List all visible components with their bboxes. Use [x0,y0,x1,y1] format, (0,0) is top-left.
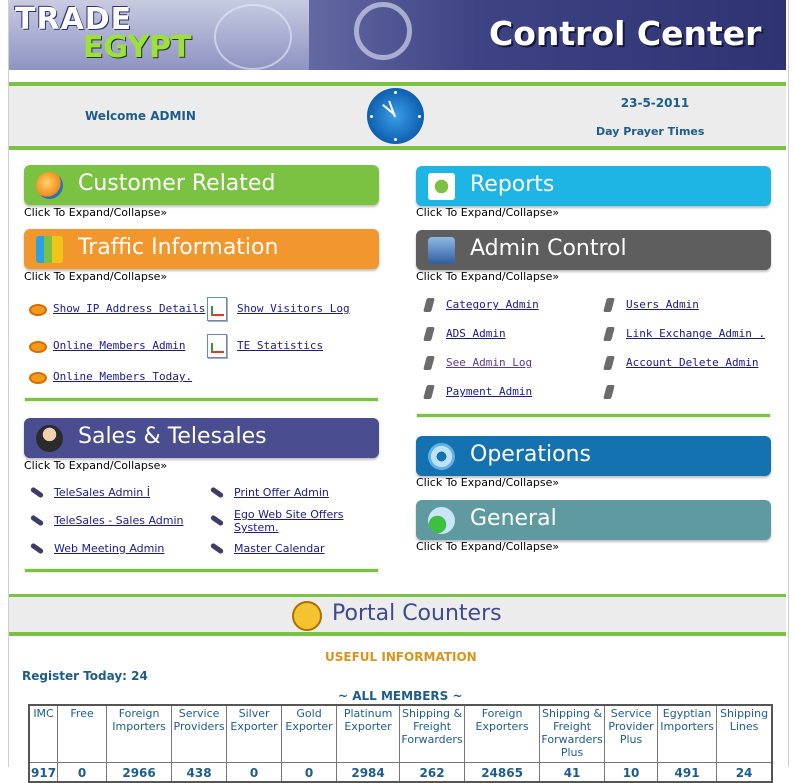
section-admin-control[interactable] [416,230,771,270]
link-ego-web-site-offers[interactable]: Ego Web Site Offers [234,508,344,521]
section-label: Operations [470,442,591,467]
logo-egypt: EGYPT [83,30,192,65]
count-cell: 491 [658,763,717,783]
count-cell: 24865 [465,763,540,783]
column-header [172,705,227,763]
count-cell: 10 [605,763,658,783]
database-icon [428,237,455,264]
register-today: Register Today: 24 [22,669,148,683]
link-users-admin[interactable]: Users Admin [626,298,699,311]
count-cell: 0 [227,763,282,783]
column-header-line: Free [70,707,94,720]
link-te-statistics[interactable]: TE Statistics [237,339,324,352]
link-show-ip-address[interactable]: Show IP Address Details [53,302,206,315]
divider [9,146,786,150]
section-customer-related[interactable] [24,165,379,205]
expand-toggle-admin[interactable]: Click To Expand/Collapse» [416,270,560,283]
expand-toggle-traffic[interactable]: Click To Expand/Collapse» [24,270,168,283]
section-separator [24,397,379,402]
divider [9,632,786,636]
section-label: Reports [470,172,555,197]
column-header [337,705,400,763]
column-header-line: Importers [112,720,166,733]
column-header [58,705,107,763]
section-label: Sales & Telesales [78,424,267,449]
expand-toggle-operations[interactable]: Click To Expand/Collapse» [416,476,560,489]
count-cell: 41 [540,763,605,783]
section-reports[interactable] [416,166,771,206]
expand-toggle-customer[interactable]: Click To Expand/Collapse» [24,206,168,219]
link-print-offer-admin[interactable]: Print Offer Admin [234,486,329,499]
count-cell: 2966 [107,763,172,783]
link-master-calendar[interactable]: Master Calendar [234,542,325,555]
column-header [282,705,337,763]
chart-icon [36,236,63,263]
column-header-line: Service [610,707,652,720]
section-sales-telesales[interactable] [24,418,379,458]
column-header-line: Foreign [481,707,523,720]
column-header-line: Provider [608,720,654,733]
column-header-line: Shipping & [402,707,463,720]
date-text: 23-5-2011 [620,96,690,110]
link-telesales-sales-admin[interactable]: TeleSales - Sales Admin [54,514,184,527]
table-row [29,763,772,783]
expand-toggle-reports[interactable]: Click To Expand/Collapse» [416,206,560,219]
link-online-members-today[interactable]: Online Members Today. [53,370,193,383]
count-cell: 917 [29,763,58,783]
portal-counters-title: Portal Counters [332,601,502,626]
logo-trade: TRADE [15,2,133,37]
report-icon [428,173,455,200]
link-telesales-admin[interactable]: TeleSales Admin İ [54,486,151,499]
expand-toggle-general[interactable]: Click To Expand/Collapse» [416,540,560,553]
column-header [465,705,540,763]
column-header-line: Exporters [475,720,529,733]
column-header-line: Plus [560,746,584,759]
column-header-line: Platinum [343,707,393,720]
column-header [400,705,465,763]
link-show-visitors-log[interactable]: Show Visitors Log [237,302,350,315]
report-icon [207,334,227,358]
section-label: Traffic Information [78,235,279,260]
column-header [717,705,773,763]
column-header [605,705,658,763]
column-header-line: Providers [173,720,225,733]
column-header-line: Egyptian [662,707,712,720]
expand-toggle-sales[interactable]: Click To Expand/Collapse» [24,459,168,472]
magnifier-icon [354,2,412,60]
prayer-times-link[interactable]: Day Prayer Times [596,125,705,138]
column-header-line: Foreign [118,707,160,720]
count-cell: 0 [58,763,107,783]
section-operations[interactable] [416,436,771,476]
column-header-line: Importers [660,720,714,733]
section-label: General [470,506,557,531]
column-header-line: Service [178,707,220,720]
globe-icon [214,4,292,70]
useful-information-heading: USEFUL INFORMATION [325,650,477,664]
column-header-line: Freight [553,720,592,733]
eye-icon [29,341,47,353]
column-header [29,705,58,763]
column-header-line: Gold [296,707,322,720]
column-header-line: IMC [33,707,54,720]
section-label: Admin Control [470,236,627,261]
link-ego-web-site-offers-line2[interactable]: System. [234,521,279,534]
link-link-exchange-admin[interactable]: Link Exchange Admin . [626,327,766,340]
alarm-clock-icon [292,601,322,631]
column-header-line: Exporter [285,720,333,733]
column-header [540,705,605,763]
clock-icon [367,88,424,144]
header-banner [9,0,786,70]
column-header-line: Exporter [230,720,278,733]
column-header-line: Forwarders [401,733,463,746]
link-account-delete-admin[interactable]: Account Delete Admin [626,356,759,369]
table-header-row [29,705,772,763]
settings-icon [428,507,455,534]
link-see-admin-log[interactable]: See Admin Log [446,356,533,369]
users-icon [36,172,63,199]
members-count-table [28,704,773,783]
eye-icon [29,304,47,316]
section-separator [24,568,379,573]
column-header-line: Shipping & [542,707,603,720]
count-cell: 2984 [337,763,400,783]
count-cell: 262 [400,763,465,783]
column-header-line: Freight [413,720,452,733]
column-header-line: Exporter [344,720,392,733]
column-header-line: Forwarders [541,733,603,746]
link-payment-admin[interactable]: Payment Admin [446,385,533,398]
section-separator [416,413,771,418]
link-ads-admin[interactable]: ADS Admin [446,327,506,340]
section-general[interactable] [416,500,771,540]
link-online-members-admin[interactable]: Online Members Admin [53,339,186,352]
count-cell: 24 [717,763,773,783]
column-header-line: Shipping [720,707,769,720]
count-cell: 438 [172,763,227,783]
link-web-meeting-admin[interactable]: Web Meeting Admin [54,542,165,555]
column-header [658,705,717,763]
column-header [107,705,172,763]
control-center-title: Control Center [489,14,762,53]
report-icon [207,297,227,321]
welcome-text: Welcome ADMIN [85,109,196,123]
section-label: Customer Related [78,171,276,196]
section-traffic-information[interactable] [24,229,379,269]
column-header-line: Plus [619,733,643,746]
eye-icon [29,372,47,384]
column-header-line: Lines [729,720,759,733]
column-header-line: Silver [238,707,270,720]
all-members-heading: ~ ALL MEMBERS ~ [338,689,463,703]
column-header [227,705,282,763]
gear-icon [428,443,455,470]
count-cell: 0 [282,763,337,783]
operator-icon [36,425,63,452]
link-category-admin[interactable]: Category Admin [446,298,539,311]
